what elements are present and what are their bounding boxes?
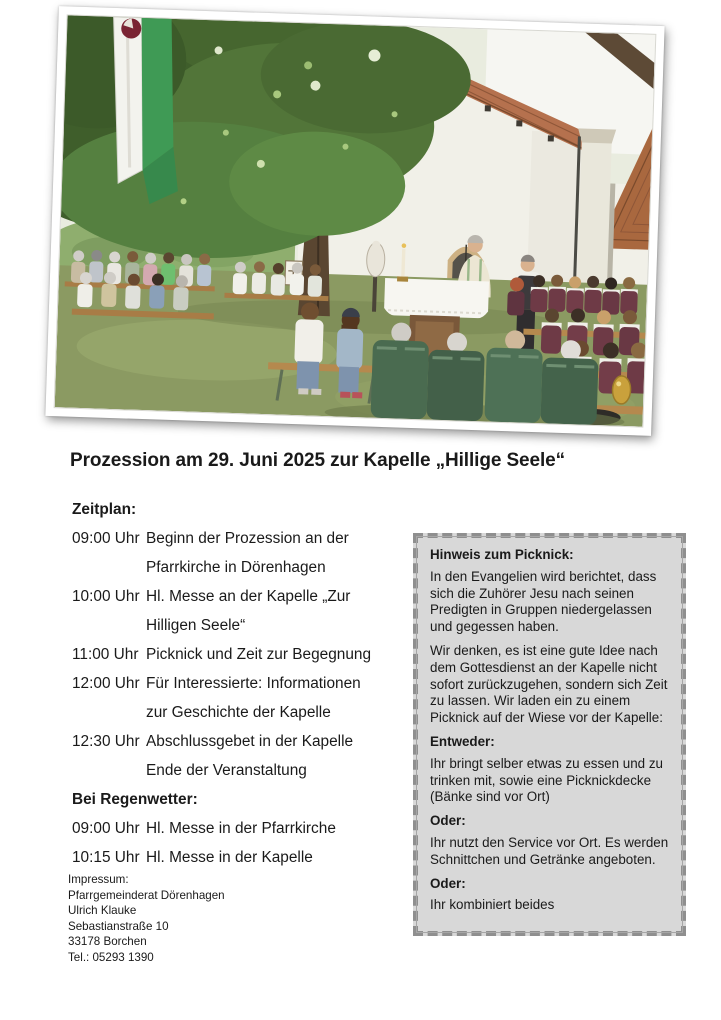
- rain-weather-heading: Bei Regenwetter:: [72, 791, 198, 808]
- schedule-text: Ende der Veranstaltung: [146, 762, 307, 779]
- schedule-time: 10:00 Uhr: [72, 588, 140, 605]
- impressum: [68, 872, 225, 966]
- schedule-text: zur Geschichte der Kapelle: [146, 704, 331, 721]
- schedule-text: Abschlussgebet in der Kapelle: [146, 733, 354, 750]
- saxophone: [612, 376, 631, 405]
- schedule-time: 09:00 Uhr: [72, 820, 140, 837]
- schedule-time: 09:00 Uhr: [72, 530, 140, 547]
- schedule-text: Hl. Messe in der Pfarrkirche: [146, 820, 336, 837]
- schedule-section: [72, 495, 420, 872]
- notice-paragraph: Ihr kombiniert beides: [430, 897, 555, 913]
- schedule-time: 10:15 Uhr: [72, 849, 140, 866]
- notice-subheading: Entweder:: [430, 733, 495, 749]
- schedule-text: Beginn der Prozession an der: [146, 530, 349, 547]
- impressum-line: Impressum:: [68, 873, 129, 886]
- notice-paragraph: Wir denken, es ist eine gute Idee nach dem Gottesdienst an der Kapelle nicht sofort zurückzugehen, sondern sich Zeit zu lassen. Wir laden ein zu einem Picknick auf der Wiese vor der Kapelle:: [430, 642, 668, 726]
- schedule-text: Hilligen Seele“: [146, 617, 246, 634]
- schedule-text: Hl. Messe an der Kapelle „Zur: [146, 588, 351, 605]
- schedule-text: Picknick und Zeit zur Begegnung: [146, 646, 372, 663]
- picnic-notice-box: [413, 533, 686, 936]
- notice-paragraph: Ihr bringt selber etwas zu essen und zu trinken mit, sowie eine Picknickdecke (Bänke sind vor Ort): [430, 755, 663, 805]
- schedule-text: Pfarrkirche in Dörenhagen: [146, 559, 326, 576]
- photo-illustration: [55, 15, 656, 426]
- schedule-text: Hl. Messe in der Kapelle: [146, 849, 313, 866]
- impressum-line: Sebastianstraße 10: [68, 919, 169, 933]
- schedule-item: [72, 640, 420, 669]
- schedule-heading: Zeitplan:: [72, 501, 137, 518]
- notice-subheading: Oder:: [430, 875, 466, 891]
- notice-paragraph: In den Evangelien wird berichtet, dass sich die Zuhörer Jesu nach seinen Predigten in Gruppen niedergelassen und gegessen haben.: [430, 568, 657, 635]
- impressum-line: Pfarrgemeinderat Dörenhagen: [68, 888, 225, 902]
- notice-subheading: Oder:: [430, 813, 466, 829]
- impressum-line: Ulrich Klauke: [68, 904, 137, 918]
- impressum-line: Tel.: 05293 1390: [68, 950, 154, 964]
- schedule-text: Für Interessierte: Informationen: [146, 675, 361, 692]
- schedule-time: 11:00 Uhr: [72, 646, 139, 663]
- event-photo: [45, 6, 664, 436]
- notice-heading: Hinweis zum Picknick:: [430, 547, 574, 562]
- schedule-item: [72, 582, 420, 640]
- schedule-item: [72, 814, 420, 843]
- impressum-line: 33178 Borchen: [68, 935, 147, 949]
- schedule-item: [72, 843, 420, 872]
- schedule-item: [72, 524, 420, 582]
- schedule-item: [72, 727, 420, 785]
- schedule-item: [72, 669, 420, 727]
- notice-paragraph: Ihr nutzt den Service vor Ort. Es werden Schnittchen und Getränke angeboten.: [430, 834, 669, 867]
- schedule-time: 12:30 Uhr: [72, 733, 140, 750]
- schedule-time: 12:00 Uhr: [72, 675, 140, 692]
- page-title: Prozession am 29. Juni 2025 zur Kapelle „Hillige Seele“: [70, 450, 566, 471]
